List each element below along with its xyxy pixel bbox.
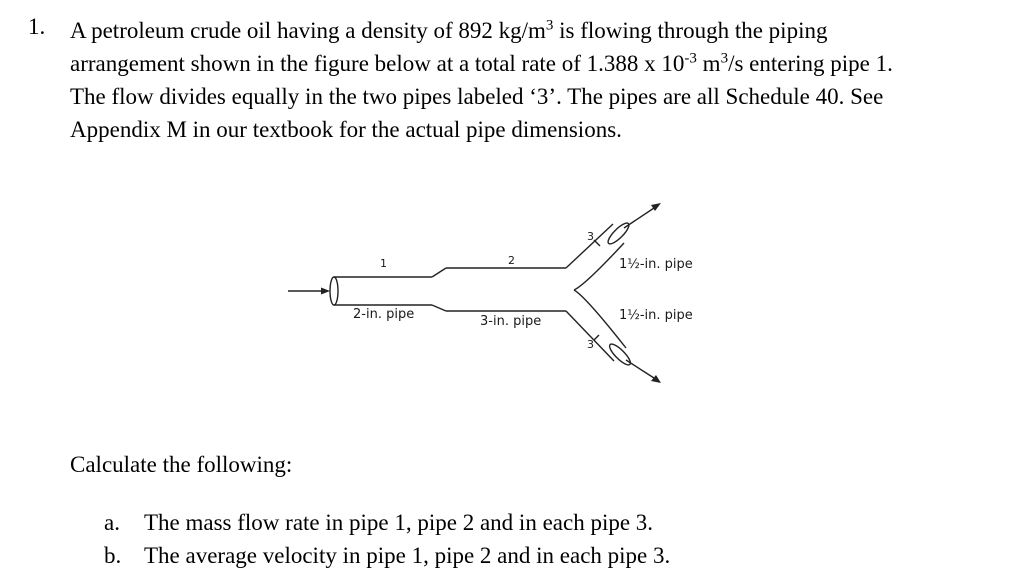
line2-text-end: /s entering pipe 1. — [728, 51, 893, 76]
pipe2-size-label: 3-in. pipe — [480, 314, 542, 329]
line1-superscript: 3 — [545, 17, 554, 34]
lower-outlet-arrowhead — [651, 375, 661, 383]
question-part-a — [104, 506, 670, 539]
pipe3-upper-leader — [594, 240, 600, 246]
problem-number: 1. — [28, 14, 46, 39]
pipe1-number: 1 — [380, 257, 387, 270]
question-parts-list — [104, 506, 670, 572]
part-a-text: The mass flow rate in pipe 1, pipe 2 and in each pipe 3. — [144, 510, 654, 535]
upper-outlet-arrow-line — [624, 208, 654, 228]
expansion-top — [432, 268, 446, 277]
problem-line-4: Appendix M in our textbook for the actual pipe dimensions. — [70, 117, 622, 142]
pipe3-lower-size-label: 1½-in. pipe — [619, 308, 693, 323]
pipe3-lower-number: 3 — [587, 338, 594, 351]
question-part-b — [104, 539, 670, 572]
part-b-marker: b. — [104, 543, 122, 568]
inlet-arrowhead — [321, 288, 330, 295]
line2-unit: m — [696, 51, 721, 76]
part-a-marker: a. — [104, 510, 120, 535]
pipe1-size-label: 2-in. pipe — [353, 307, 415, 322]
pipe3-upper-size-label: 1½-in. pipe — [619, 257, 693, 272]
lower-branch-outer-wall — [566, 311, 614, 361]
line2-text: arrangement shown in the figure below at a total rate of 1.388 x 10 — [70, 51, 685, 76]
upper-branch-inner-wall — [574, 243, 624, 290]
part-b-text: The average velocity in pipe 1, pipe 2 and in each pipe 3. — [144, 543, 671, 568]
line2-exponent: -3 — [684, 50, 697, 67]
line2-unit-superscript: 3 — [720, 50, 729, 67]
pipe2-number: 2 — [508, 254, 515, 267]
lower-outlet-arrow-line — [626, 360, 654, 378]
line1-text: A petroleum crude oil having a density of 892 kg/m — [70, 18, 546, 43]
pipe3-lower-leader — [594, 335, 599, 340]
expansion-bottom — [432, 305, 446, 311]
lower-branch-outlet — [607, 341, 633, 367]
line1-text-end: is flowing through the piping — [553, 18, 828, 43]
problem-line-3: The flow divides equally in the two pipes labeled ‘3’. The pipes are all Schedule 40. See — [70, 84, 884, 109]
upper-branch-outlet — [605, 220, 631, 246]
pipe3-upper-number: 3 — [587, 230, 594, 243]
calculate-heading: Calculate the following: — [70, 452, 293, 477]
pipe1-inlet-opening — [330, 277, 338, 305]
